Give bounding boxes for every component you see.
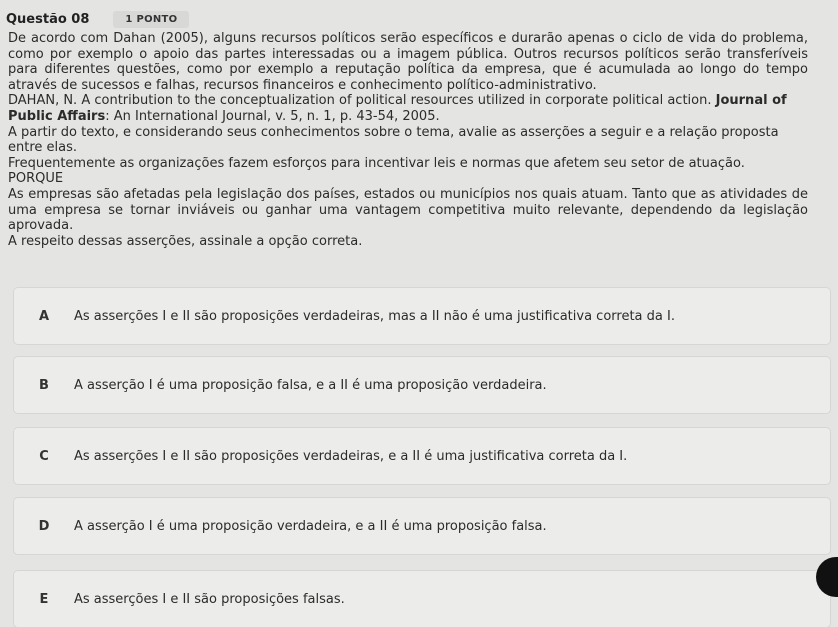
assertion-2: As empresas são afetadas pela legislação dos países, estados ou municípios nos quais atuam. Tanto que as atividades de uma empresa se tornar inviáveis ou ganhar uma vantagem competitiva muito relevante, dependendo da legislação aprovada. [8, 186, 808, 234]
option-letter: C [39, 448, 49, 464]
option-text: A asserção I é uma proposição verdadeira, e a II é uma proposição falsa. [74, 518, 547, 534]
reference-tail: : An International Journal, v. 5, n. 1, p. 43-54, 2005. [105, 108, 440, 124]
option-text: As asserções I e II são proposições verdadeiras, mas a II não é uma justificativa correta da I. [74, 308, 675, 324]
reference-journal: Journal of Public Affairs [8, 93, 787, 124]
statement-instruction: A partir do texto, e considerando seus conhecimentos sobre o tema, avalie as asserções a seguir e a relação proposta entre elas. [8, 124, 779, 156]
option-c[interactable] [14, 428, 830, 484]
statement-intro: De acordo com Dahan (2005), alguns recursos políticos serão específicos e durarão apenas o ciclo de vida do problema, como por exemplo o apoio das partes interessadas ou a imagem pública. Outros recursos políticos serão transferíveis para diferentes questões, como por exemplo a reputação política da empresa, que é acumulada ao longo do tempo através de sucessos e falhas, recursos financeiros e conhecimento político-administrativo. [8, 31, 808, 93]
option-text: A asserção I é uma proposição falsa, e a II é uma proposição verdadeira. [74, 377, 547, 393]
reference-text: DAHAN, N. A contribution to the conceptualization of political resources utilized in corporate political action. [8, 93, 716, 109]
statement-prompt: A respeito dessas asserções, assinale a opção correta. [8, 233, 363, 249]
points-badge: 1 PONTO [113, 11, 189, 28]
option-letter: E [39, 591, 49, 607]
option-a[interactable] [14, 288, 830, 344]
connector: PORQUE [8, 171, 64, 187]
statement-reference [8, 93, 808, 124]
option-text: As asserções I e II são proposições verdadeiras, e a II é uma justificativa correta da I. [74, 448, 628, 464]
option-text: As asserções I e II são proposições falsas. [74, 591, 345, 607]
option-letter: B [39, 377, 49, 393]
option-b[interactable] [14, 357, 830, 413]
assertion-1: Frequentemente as organizações fazem esforços para incentivar leis e normas que afetem seu setor de atuação. [8, 155, 745, 171]
question-header [6, 8, 189, 30]
question-statement [8, 31, 808, 249]
option-e[interactable] [14, 571, 830, 627]
question-number: Questão 08 [6, 11, 90, 27]
option-d[interactable] [14, 498, 830, 554]
option-letter: D [38, 518, 50, 534]
option-letter: A [38, 308, 50, 324]
